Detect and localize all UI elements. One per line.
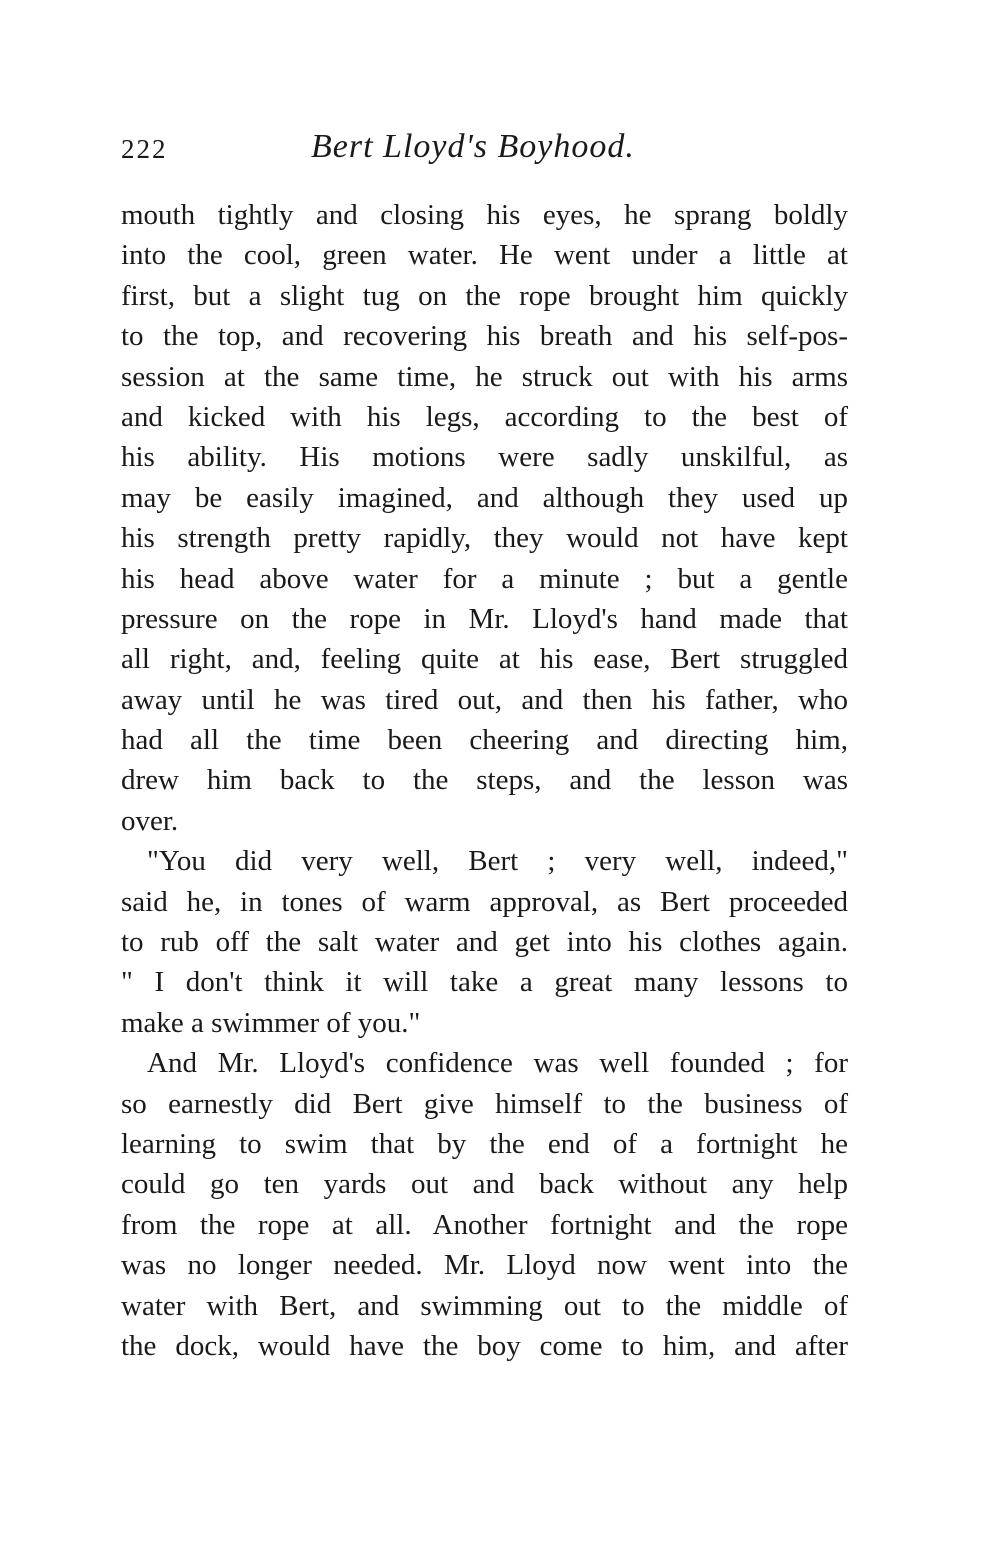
text-line: to the top, and recovering his breath and his self-pos- [121, 320, 848, 353]
page-number: 222 [121, 134, 168, 164]
text-line: and kicked with his legs, according to the best of [121, 400, 848, 433]
text-line: his strength pretty rapidly, they would not have kept [121, 522, 848, 555]
text-line: into the cool, green water. He went under a little at [121, 239, 848, 272]
text-line: over. [121, 804, 179, 837]
text-line: from the rope at all. Another fortnight and the rope [121, 1208, 848, 1241]
text-line: away until he was tired out, and then his father, who [121, 683, 848, 716]
text-line: so earnestly did Bert give himself to the business of [121, 1087, 848, 1120]
text-line: make a swimmer of you." [121, 1006, 421, 1039]
text-line: learning to swim that by the end of a fortnight he [121, 1127, 848, 1160]
text-line: was no longer needed. Mr. Lloyd now went into the [121, 1249, 848, 1282]
text-line: said he, in tones of warm approval, as Bert proceeded [121, 885, 848, 918]
text-line: And Mr. Lloyd's confidence was well founded ; for [147, 1047, 848, 1080]
text-line: session at the same time, he struck out with his arms [121, 360, 848, 393]
text-line: all right, and, feeling quite at his ease, Bert struggled [121, 643, 848, 676]
text-line: " I don't think it will take a great many lessons to [121, 966, 848, 999]
page-header [121, 128, 848, 178]
text-line: pressure on the rope in Mr. Lloyd's hand made that [121, 602, 848, 635]
text-line: his head above water for a minute ; but a gentle [121, 562, 848, 595]
text-line: had all the time been cheering and directing him, [121, 724, 848, 757]
text-line: may be easily imagined, and although they used up [121, 481, 848, 514]
text-line: first, but a slight tug on the rope brought him quickly [121, 279, 848, 312]
running-title: Bert Lloyd's Boyhood. [311, 128, 635, 165]
text-line: the dock, would have the boy come to him, and after [121, 1329, 848, 1362]
text-line: "You did very well, Bert ; very well, indeed," [147, 845, 848, 878]
text-line: could go ten yards out and back without any help [121, 1168, 848, 1201]
text-line: his ability. His motions were sadly unskilful, as [121, 441, 848, 474]
text-line: drew him back to the steps, and the lesson was [121, 764, 848, 797]
text-line: to rub off the salt water and get into his clothes again. [121, 926, 848, 959]
text-line: mouth tightly and closing his eyes, he sprang boldly [121, 199, 848, 231]
text-line: water with Bert, and swimming out to the middle of [121, 1289, 848, 1322]
body-text [121, 195, 848, 1366]
